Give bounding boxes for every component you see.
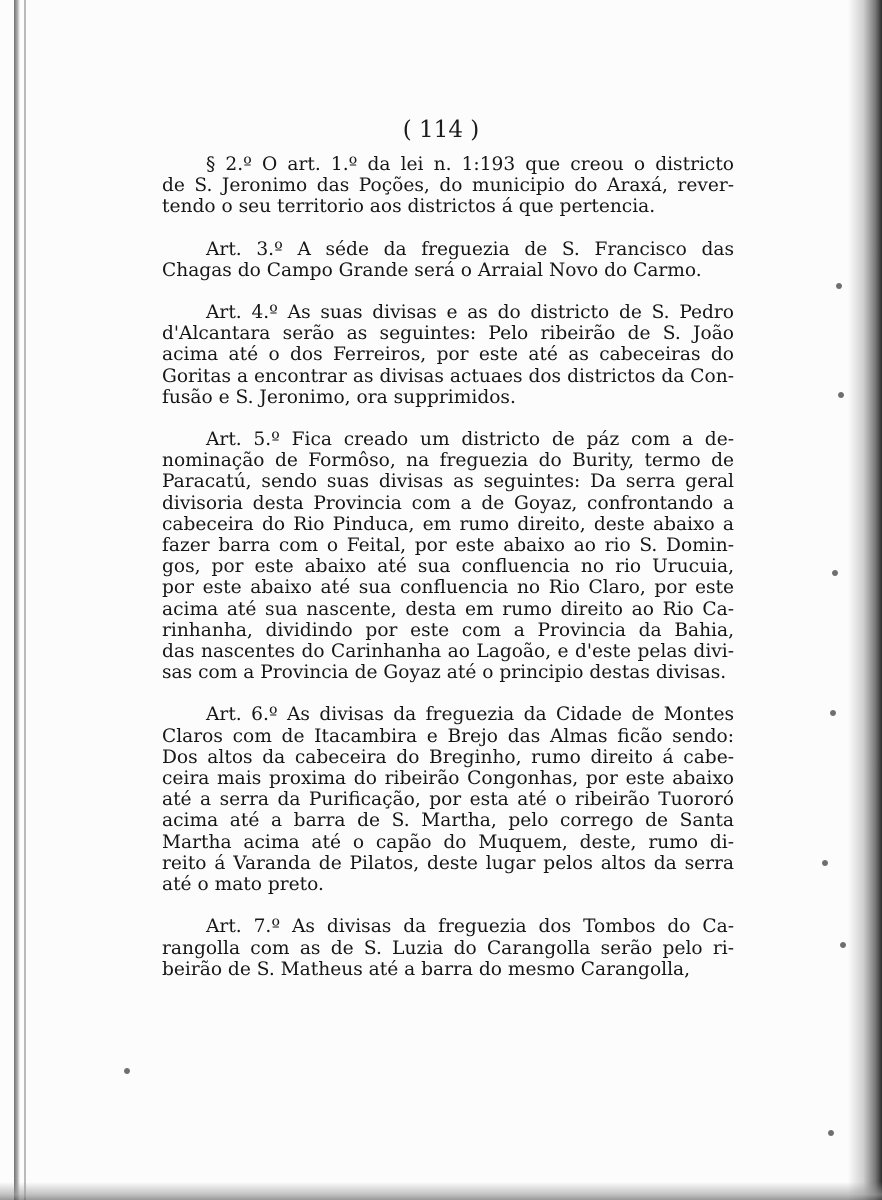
paragraph-para-2 [162,154,734,218]
text-line: Art. 4.º As suas divisas e as do districto de S. Pedro [206,302,734,324]
ink-speck [822,860,828,866]
ink-speck [836,283,842,289]
paragraph-art-4 [162,302,734,408]
text-line: fusão e S. Jeronimo, ora supprimidos. [162,386,516,408]
ink-speck [832,570,838,576]
ink-speck [124,1068,130,1074]
paragraph-art-6 [162,704,734,895]
text-line: Goritas a encontrar as divisas actuaes dos districtos da Con- [162,365,734,387]
text-line: Art. 6.º As divisas da freguezia da Cidade de Montes [206,704,734,726]
text-line: beirão de S. Matheus até a barra do mesmo Carangolla, [162,958,691,980]
text-line: acima até a barra de S. Martha, pelo corrego de Santa [162,810,734,832]
ink-speck [838,392,844,398]
text-line: até a serra da Purificação, por esta até o ribeirão Tuororó [162,789,734,811]
text-line: d'Alcantara serão as seguintes: Pelo ribeirão de S. João [162,323,734,345]
text-line: das nascentes do Carinhanha ao Lagoão, e d'este pelas divi- [162,641,734,663]
page-edge-shadow [848,0,882,1200]
ink-speck [830,710,836,716]
page-number: ( 114 ) [402,117,480,143]
text-line: de S. Jeronimo das Poções, do municipio do Araxá, rever- [162,175,734,197]
text-line: por este abaixo até sua confluencia no Rio Claro, por este [162,577,734,599]
text-line: fazer barra com o Feital, por este abaixo ao rio S. Domin- [162,535,734,557]
bottom-edge-shadow [0,1182,882,1200]
text-line: reito á Varanda de Pilatos, deste lugar pelos altos da serra [162,852,734,874]
text-line: divisoria desta Provincia com a de Goyaz, confrontando a [162,492,734,514]
binding-shadow [14,0,20,1200]
text-line: tendo o seu territorio aos districtos á que pertencia. [162,196,656,218]
text-line: Art. 5.º Fica creado um districto de páz com a de- [206,429,734,451]
text-line: sas com a Provincia de Goyaz até o principio destas divisas. [162,662,727,684]
ink-speck [840,942,846,948]
ink-speck [828,1130,834,1136]
text-line: rangolla com as de S. Luzia do Carangolla serão pelo ri- [162,937,734,959]
text-line: rinhanha, dividindo por este com a Provincia da Bahia, [162,619,734,641]
text-line: acima até o dos Ferreiros, por este até as cabeceiras do [162,344,734,366]
text-line: Martha acima até o capão do Muquem, deste, rumo di- [162,831,734,853]
body-text [162,154,734,1001]
binding-line [24,0,26,1200]
text-line: até o mato preto. [162,874,324,896]
text-line: cabeceira do Rio Pinduca, em rumo direito, deste abaixo a [162,513,734,535]
text-line: Chagas do Campo Grande será o Arraial Novo do Carmo. [162,259,702,281]
paragraph-art-5 [162,429,734,683]
text-line: § 2.º O art. 1.º da lei n. 1:193 que creou o districto [206,154,734,175]
text-line: acima até sua nascente, desta em rumo direito ao Rio Ca- [162,598,734,620]
text-line: ceira mais proxima do ribeirão Congonhas, por este abaixo [162,768,734,790]
text-line: Claros com de Itacambira e Brejo das Almas ficão sendo: [162,725,734,747]
paragraph-art-3 [162,239,734,281]
text-line: nominação de Formôso, na freguezia do Burity, termo de [162,450,734,472]
paragraph-art-7 [162,916,734,980]
text-line: Art. 3.º A séde da freguezia de S. Francisco das [206,238,734,260]
text-line: Paracatú, sendo suas divisas as seguintes: Da serra geral [162,471,734,493]
text-line: gos, por este abaixo até sua confluencia no rio Urucuia, [162,556,734,578]
text-line: Art. 7.º As divisas da freguezia dos Tombos do Ca- [206,916,734,938]
text-line: Dos altos da cabeceira do Breginho, rumo direito á cabe- [162,746,734,768]
